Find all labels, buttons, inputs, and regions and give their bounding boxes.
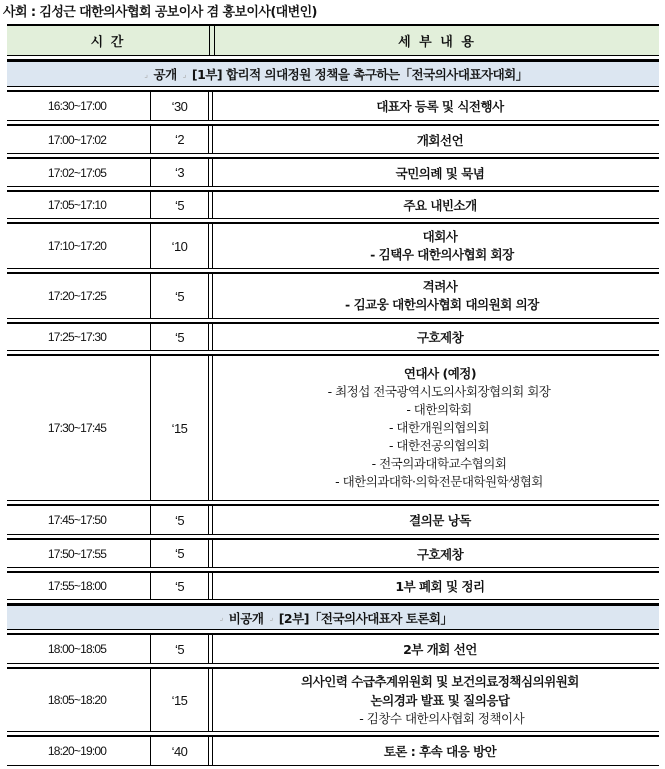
corner-bracket-icon: ⌟ xyxy=(269,613,273,622)
row-speaker: - 김창수 대한의사협회 정책이사 xyxy=(355,711,525,726)
table-row xyxy=(7,90,659,121)
row-duration: ‘2 xyxy=(150,126,209,153)
row-title: 토론 : 후속 대응 방안 xyxy=(383,744,497,759)
corner-bracket-icon: ⌟ xyxy=(219,613,223,622)
row-title: 국민의례 및 묵념 xyxy=(395,165,485,181)
row-speaker: - 김교웅 대한의사협회 대의원회 의장 xyxy=(341,297,539,312)
row-duration: ‘30 xyxy=(150,92,209,120)
row-duration: ‘5 xyxy=(150,573,209,599)
table-row xyxy=(7,272,659,319)
row-time: 17:55~18:00 xyxy=(47,579,107,593)
table-header-row xyxy=(7,24,659,56)
row-duration: ‘40 xyxy=(150,737,209,765)
row-time: 17:05~17:10 xyxy=(47,198,107,212)
table-row xyxy=(7,633,659,664)
header-detail: 세 부 내 용 xyxy=(214,26,659,55)
table-row xyxy=(7,190,659,219)
row-duration: ‘5 xyxy=(150,540,209,567)
table-row xyxy=(7,322,659,351)
table-row xyxy=(7,157,659,187)
row-duration: ‘5 xyxy=(150,192,209,218)
corner-bracket-icon: ⌟ xyxy=(182,69,186,79)
row-title: 주요 내빈소개 xyxy=(403,198,477,213)
moderator-title: 사회 : 김성근 대한의사협회 공보이사 겸 홍보이사(대변인) xyxy=(3,5,317,20)
table-row xyxy=(7,222,659,269)
row-time: 17:45~17:50 xyxy=(47,513,107,527)
row-duration: ‘5 xyxy=(150,506,209,534)
table-row xyxy=(7,667,659,732)
row-title-line2: 논의경과 발표 및 질의응답 xyxy=(370,693,510,708)
row-duration: ‘5 xyxy=(150,635,209,663)
row-title: 격려사 xyxy=(422,279,458,294)
header-time: 시 간 xyxy=(7,26,210,55)
section-access: 비공개 xyxy=(228,610,264,626)
row-title: 연대사 (예정) xyxy=(403,366,477,381)
row-speaker: - 대한전공의협의회 xyxy=(388,438,490,453)
row-title: 구호제창 xyxy=(416,546,464,562)
row-speaker: - 전국의과대학교수협의회 xyxy=(371,456,507,471)
row-time: 17:10~17:20 xyxy=(47,239,107,253)
table-row xyxy=(7,124,659,154)
section-title: [1부] 합리적 의대정원 정책을 촉구하는「전국의사대표자대회」 xyxy=(191,67,528,82)
row-time: 18:20~19:00 xyxy=(47,744,107,758)
row-speaker: - 김택우 대한의사협회 회장 xyxy=(366,247,514,262)
row-title: 결의문 낭독 xyxy=(409,513,471,528)
row-time: 16:30~17:00 xyxy=(47,99,107,113)
section-access: 공개 xyxy=(153,67,177,82)
row-time: 17:50~17:55 xyxy=(47,546,107,561)
row-duration: ‘10 xyxy=(150,224,209,268)
row-time: 18:05~18:20 xyxy=(47,693,107,707)
row-speaker: - 최정섭 전국광역시도의사회장협의회 회장 xyxy=(327,384,551,399)
row-title: 구호제창 xyxy=(416,330,464,345)
row-time: 17:25~17:30 xyxy=(47,330,107,344)
row-time: 17:02~17:05 xyxy=(47,165,107,180)
table-row xyxy=(7,538,659,568)
row-speaker: - 대한개원의협의회 xyxy=(388,420,490,435)
section-header-part2 xyxy=(7,603,659,630)
row-time: 17:00~17:02 xyxy=(47,132,107,147)
row-title: 개회선언 xyxy=(416,132,464,148)
row-duration: ‘3 xyxy=(150,159,209,186)
row-title: 1부 폐회 및 정리 xyxy=(395,579,485,594)
table-row xyxy=(7,354,659,501)
row-time: 17:20~17:25 xyxy=(47,289,107,303)
row-title: 대표자 등록 및 식전행사 xyxy=(376,99,504,114)
row-speaker: - 대한의학회 xyxy=(406,402,472,417)
row-duration: ‘5 xyxy=(150,324,209,350)
schedule-table xyxy=(7,24,659,769)
section-header-part1 xyxy=(7,59,659,87)
row-speaker: - 대한의과대학·의학전문대학원학생협회 xyxy=(335,474,543,489)
row-duration: ‘5 xyxy=(150,274,209,318)
section-title: [2부]「전국의사대표자 토론회」 xyxy=(278,610,453,626)
corner-bracket-icon: ⌟ xyxy=(144,69,148,79)
table-row xyxy=(7,735,659,766)
row-title: 의사인력 수급추계위원회 및 보건의료정책심의위원회 xyxy=(301,674,579,689)
table-row xyxy=(7,504,659,535)
row-title: 대회사 xyxy=(422,229,458,244)
table-row xyxy=(7,571,659,600)
row-title: 2부 개회 선언 xyxy=(403,642,477,657)
row-time: 18:00~18:05 xyxy=(47,642,107,656)
row-time: 17:30~17:45 xyxy=(47,421,107,435)
row-duration: ‘15 xyxy=(150,669,209,731)
row-duration: ‘15 xyxy=(150,356,209,500)
